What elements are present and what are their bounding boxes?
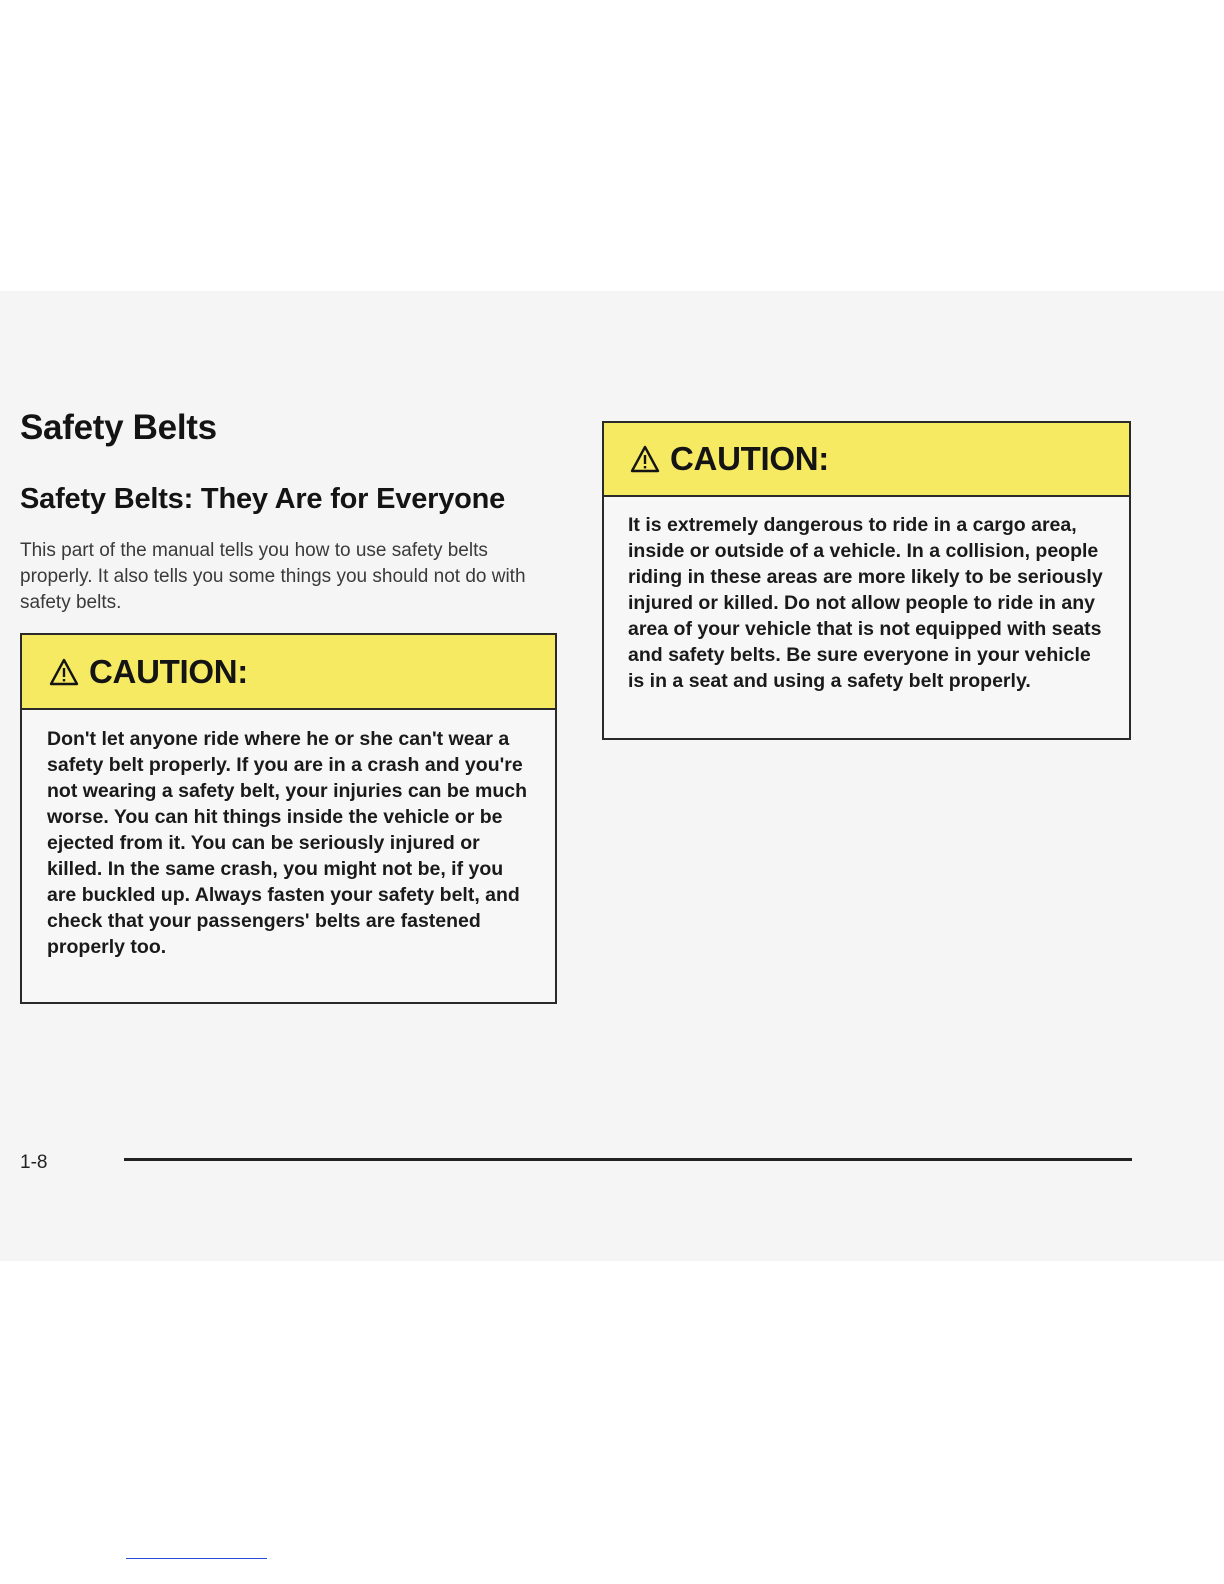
page-title: Safety Belts [20,408,217,447]
footer-divider [124,1158,1132,1161]
caution-header [604,423,1129,497]
caution-header [22,635,555,710]
intro-paragraph: This part of the manual tells you how to use safety belts properly. It also tells you some things you should not do with safety belts. [20,540,526,613]
warning-triangle-icon [49,658,79,686]
caution-text: Don't let anyone ride where he or she can't wear a safety belt properly. If you are in a crash and you're not wearing a safety belt, your injuries can be much worse. You can hit things inside the vehicle or be ejected from it. You can be seriously injured or killed. In the same crash, you might not be, if you are buckled up. Always fasten your safety belt, and check that your passengers' belts are fastened properly too. [47,728,528,958]
caution-title: CAUTION: [89,652,248,690]
caution-box-right [602,421,1131,740]
warning-triangle-icon [630,445,660,473]
link-underline [126,1558,267,1559]
caution-title: CAUTION: [670,440,829,477]
caution-text: It is extremely dangerous to ride in a cargo area, inside or outside of a vehicle. In a collision, people riding in these areas are more likely to be seriously injured or killed. Do not allow people to ride in any area of your vehicle that is not equipped with seats and safety belts. Be sure everyone in your vehicle is in a seat and using a safety belt properly. [628,514,1103,692]
section-title: Safety Belts: They Are for Everyone [20,483,506,515]
caution-box-left [20,633,557,1004]
page-number: 1-8 [20,1152,48,1173]
